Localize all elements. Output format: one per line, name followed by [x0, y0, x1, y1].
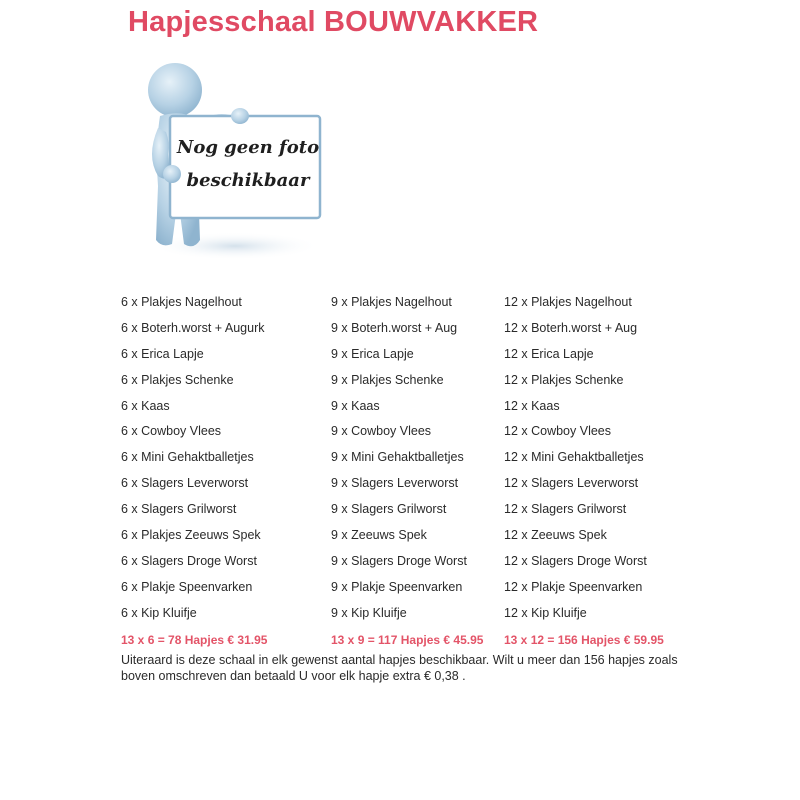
menu-item: 6 x Mini Gehaktballetjes	[121, 450, 254, 465]
menu-item: 9 x Kip Kluifje	[331, 605, 407, 620]
sign-caption-line2: beschikbaar	[186, 170, 310, 191]
menu-item: 6 x Erica Lapje	[121, 346, 204, 361]
menu-item: 12 x Plakjes Schenke	[504, 372, 624, 387]
menu-item: 9 x Slagers Leverworst	[331, 476, 459, 491]
person-holding-sign-icon	[140, 58, 340, 268]
footer-line: boven omschreven dan betaald U voor elk hapje extra € 0,38 .	[121, 669, 466, 683]
menu-item: 12 x Cowboy Vlees	[504, 424, 612, 439]
menu-item: 9 x Plakjes Nagelhout	[331, 295, 452, 309]
menu-item: 6 x Kip Kluifje	[121, 605, 197, 620]
menu-item: 12 x Plakje Speenvarken	[504, 579, 643, 594]
placeholder-image	[140, 58, 340, 268]
menu-item: 9 x Mini Gehaktballetjes	[331, 450, 464, 465]
price-total: 13 x 12 = 156 Hapjes € 59.95	[504, 632, 664, 647]
sign-caption-line1: Nog geen foto	[176, 137, 320, 158]
menu-item: 12 x Slagers Grilworst	[504, 502, 627, 517]
menu-item: 6 x Plakje Speenvarken	[121, 579, 253, 594]
footer-line: Uiteraard is deze schaal in elk gewenst aantal hapjes beschikbaar. Wilt u meer dan 156 hapjes zoals	[121, 653, 678, 667]
page-title: Hapjesschaal BOUWVAKKER	[128, 6, 539, 38]
menu-item: 6 x Kaas	[121, 398, 170, 413]
menu-item: 9 x Cowboy Vlees	[331, 424, 432, 439]
menu-item: 9 x Slagers Droge Worst	[331, 553, 467, 568]
menu-column-9	[331, 292, 531, 651]
menu-item: 6 x Slagers Grilworst	[121, 502, 237, 517]
footer-note	[121, 652, 721, 684]
menu-item: 12 x Mini Gehaktballetjes	[504, 450, 644, 465]
menu-item: 6 x Slagers Leverworst	[121, 476, 249, 491]
menu-item: 9 x Boterh.worst + Aug	[331, 320, 458, 335]
menu-column-12	[504, 292, 704, 651]
menu-item: 9 x Erica Lapje	[331, 346, 414, 361]
menu-item: 12 x Plakjes Nagelhout	[504, 295, 632, 309]
menu-item: 12 x Kip Kluifje	[504, 605, 587, 620]
menu-item: 6 x Plakjes Nagelhout	[121, 295, 242, 309]
menu-item: 12 x Slagers Leverworst	[504, 476, 639, 491]
menu-item: 12 x Erica Lapje	[504, 346, 594, 361]
menu-item: 9 x Kaas	[331, 398, 380, 413]
menu-column-6	[121, 292, 321, 651]
menu-item: 12 x Slagers Droge Worst	[504, 553, 647, 568]
menu-item: 12 x Zeeuws Spek	[504, 528, 607, 543]
price-total: 13 x 9 = 117 Hapjes € 45.95	[331, 632, 484, 647]
menu-item: 6 x Plakjes Zeeuws Spek	[121, 528, 261, 543]
price-total: 13 x 6 = 78 Hapjes € 31.95	[121, 632, 268, 647]
menu-item: 12 x Kaas	[504, 398, 560, 413]
menu-item: 6 x Boterh.worst + Augurk	[121, 320, 265, 335]
menu-item: 9 x Slagers Grilworst	[331, 502, 447, 517]
menu-item: 9 x Plakjes Schenke	[331, 372, 444, 387]
menu-item: 6 x Plakjes Schenke	[121, 372, 234, 387]
menu-item: 9 x Plakje Speenvarken	[331, 579, 463, 594]
menu-item: 6 x Cowboy Vlees	[121, 424, 222, 439]
menu-item: 6 x Slagers Droge Worst	[121, 553, 257, 568]
menu-item: 9 x Zeeuws Spek	[331, 528, 427, 543]
menu-item: 12 x Boterh.worst + Aug	[504, 320, 638, 335]
